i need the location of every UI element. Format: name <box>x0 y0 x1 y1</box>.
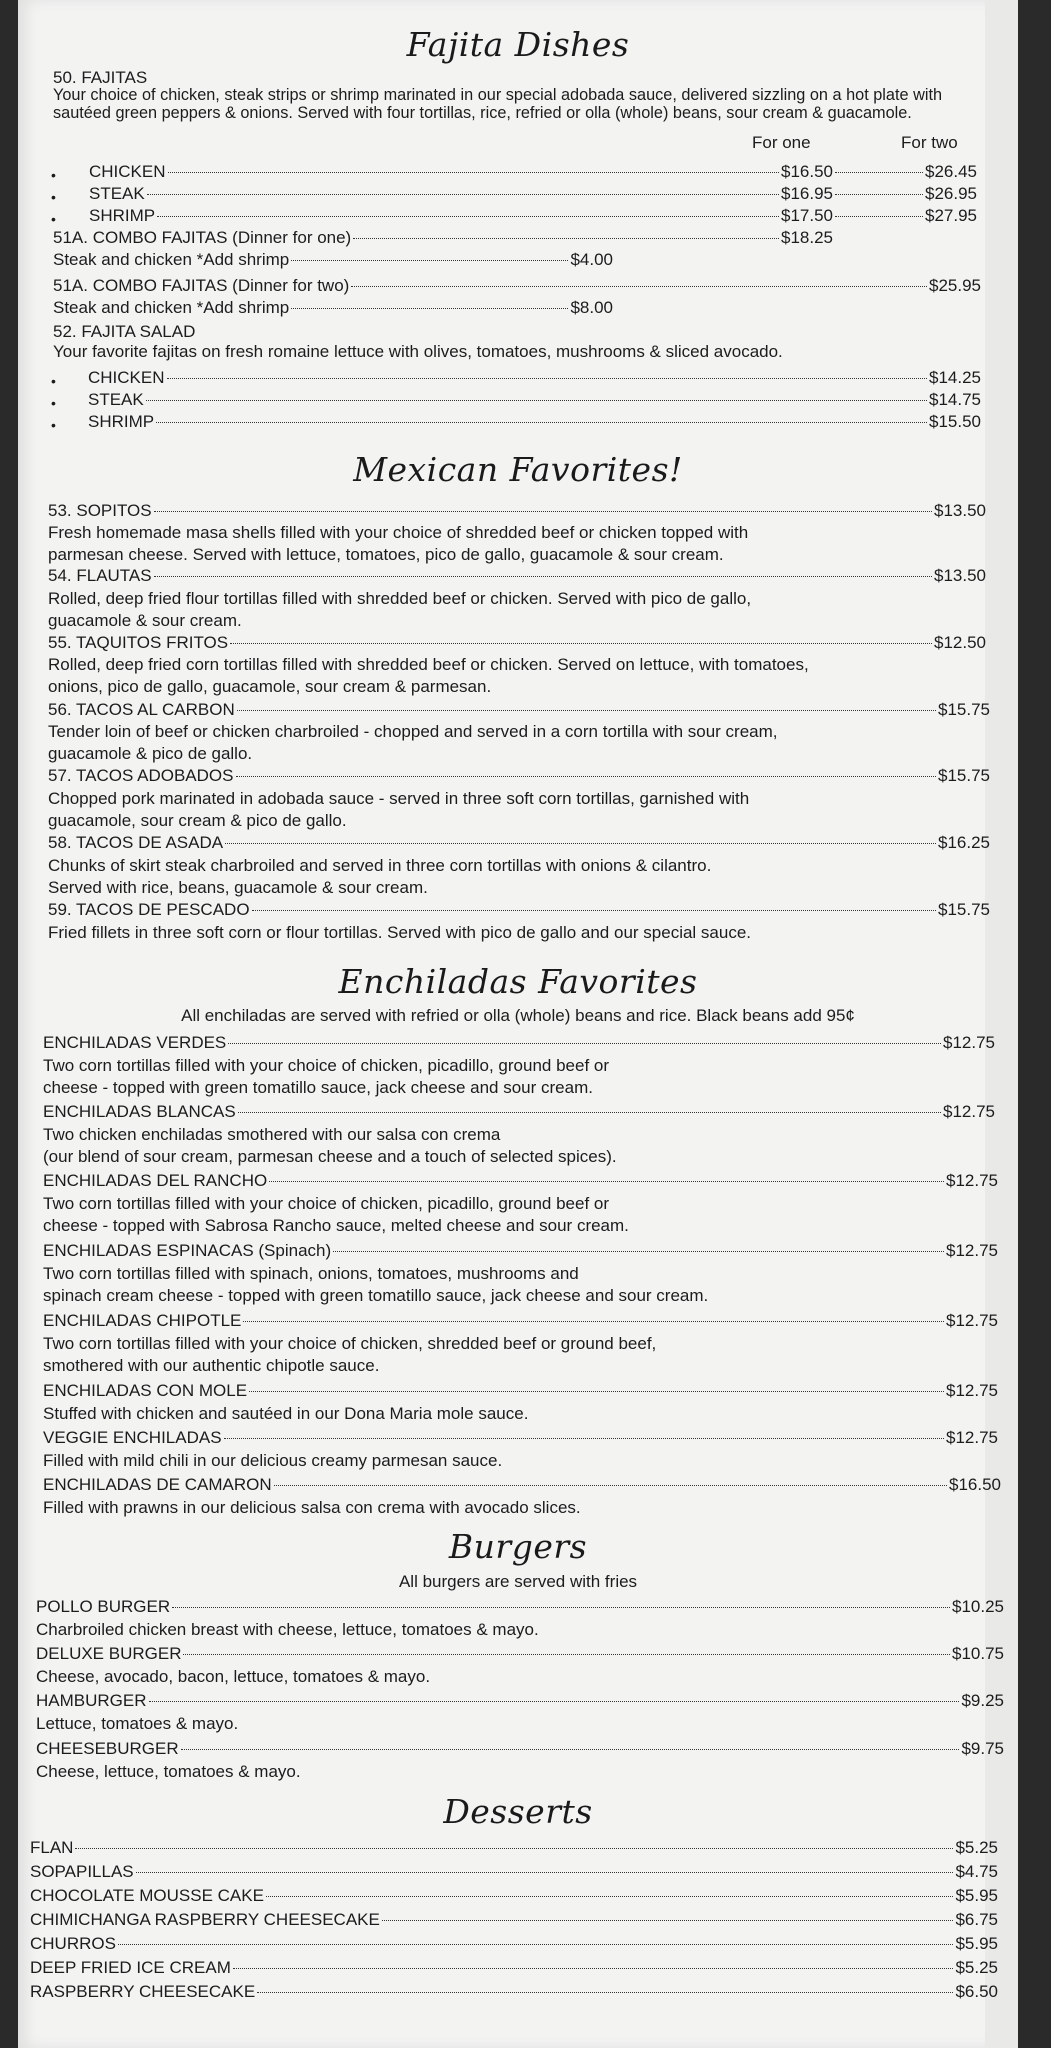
dessert-item <box>30 1886 998 1908</box>
menu-item <box>43 1241 998 1263</box>
item-name: ENCHILADAS ESPINACAS (Spinach) <box>43 1241 332 1260</box>
menu-page <box>18 0 1018 2048</box>
item-price: $12.75 <box>946 1428 998 1447</box>
fajitas-desc-1: Your choice of chicken, steak strips or shrimp marinated in our special adobada sauce, delivered sizzling on a hot plate with <box>53 86 943 104</box>
menu-item <box>48 566 986 588</box>
dot-leader <box>266 1896 954 1897</box>
dessert-item <box>30 1934 998 1956</box>
item-name: CHIMICHANGA RASPBERRY CHEESECAKE <box>30 1910 380 1929</box>
item-desc: guacamole & pico de gallo. <box>48 744 253 763</box>
combo-two-add-shrimp <box>53 298 613 320</box>
item-name: 59. TACOS DE PESCADO <box>48 900 250 919</box>
dot-leader <box>835 172 923 173</box>
item-price: $9.25 <box>961 1691 1004 1710</box>
fajitas-option-steak <box>89 184 977 206</box>
salad-option-chicken <box>88 368 981 390</box>
fajita-dishes-title: Fajita Dishes <box>406 25 630 64</box>
item-name: CHEESEBURGER <box>36 1739 179 1758</box>
item-name: ENCHILADAS CON MOLE <box>43 1381 248 1400</box>
item-price: $12.50 <box>934 633 986 652</box>
item-desc: parmesan cheese. Served with lettuce, tomatoes, pico de gallo, guacamole & sour cream. <box>48 545 724 564</box>
menu-item <box>48 833 990 855</box>
option-name: STEAK <box>88 390 144 409</box>
item-price: $12.75 <box>943 1102 995 1121</box>
item-price: $18.25 <box>781 228 833 247</box>
bullet: • <box>51 211 56 227</box>
item-price: $15.75 <box>938 900 990 919</box>
item-desc: Chunks of skirt steak charbroiled and served in three corn tortillas with onions & cilantro. <box>48 856 712 875</box>
dot-leader <box>154 511 932 512</box>
item-price: $12.75 <box>946 1241 998 1260</box>
dot-leader <box>252 910 936 911</box>
dot-leader <box>291 260 568 261</box>
menu-item <box>43 1102 995 1124</box>
fajita-salad-name: 52. FAJITA SALAD <box>53 322 196 341</box>
dot-leader <box>237 710 936 711</box>
fajita-salad-desc: Your favorite fajitas on fresh romaine lettuce with olives, tomatoes, mushrooms & sliced avocado. <box>53 342 783 361</box>
dot-leader <box>382 1920 954 1921</box>
item-name: HAMBURGER <box>36 1691 147 1710</box>
desserts-title: Desserts <box>443 1792 593 1831</box>
item-desc: Two corn tortillas filled with your choice of chicken, shredded beef or ground beef, <box>43 1334 657 1353</box>
item-desc: Two corn tortillas filled with your choice of chicken, picadillo, ground beef or <box>43 1056 610 1075</box>
item-price: $5.95 <box>955 1934 998 1953</box>
option-price: $14.75 <box>929 390 981 409</box>
item-desc: Filled with mild chili in our delicious creamy parmesan sauce. <box>43 1451 503 1470</box>
menu-item <box>43 1171 998 1193</box>
price-for-one: $17.50 <box>781 206 833 225</box>
item-name: SOPAPILLAS <box>30 1862 134 1881</box>
fajitas-name: 50. FAJITAS <box>53 68 148 87</box>
dot-leader <box>257 1992 953 1993</box>
menu-item <box>43 1311 998 1333</box>
price-for-one: $16.50 <box>781 162 833 181</box>
item-desc: Two corn tortillas filled with spinach, onions, tomatoes, mushrooms and <box>43 1264 579 1283</box>
dot-leader <box>274 1485 947 1486</box>
item-price: $5.25 <box>955 1958 998 1977</box>
dot-leader <box>291 308 568 309</box>
item-price: $16.50 <box>949 1475 1001 1494</box>
dot-leader <box>225 843 936 844</box>
bullet: • <box>51 417 56 433</box>
dot-leader <box>154 576 932 577</box>
burgers-note: All burgers are served with fries <box>398 1572 638 1591</box>
option-name: SHRIMP <box>88 412 155 431</box>
item-name: DELUXE BURGER <box>36 1644 182 1663</box>
dot-leader <box>157 216 779 217</box>
menu-item <box>36 1644 1004 1666</box>
burgers-title: Burgers <box>448 1527 588 1566</box>
item-name: 53. SOPITOS <box>48 501 152 520</box>
item-price: $10.25 <box>952 1597 1004 1616</box>
item-name: RASPBERRY CHEESECAKE <box>30 1982 256 2001</box>
dot-leader <box>230 643 932 644</box>
menu-item <box>36 1691 1004 1713</box>
item-desc: Stuffed with chicken and sautéed in our Dona Maria mole sauce. <box>43 1404 529 1423</box>
menu-item <box>43 1428 998 1450</box>
salad-option-steak <box>88 390 981 412</box>
combo-fajitas-two <box>53 276 981 298</box>
menu-item <box>48 900 990 922</box>
dot-leader <box>146 400 927 401</box>
dot-leader <box>228 1043 941 1044</box>
dot-leader <box>353 238 779 239</box>
dot-leader <box>835 194 923 195</box>
item-desc: onions, pico de gallo, guacamole, sour cream & parmesan. <box>48 677 492 696</box>
dessert-item <box>30 1910 998 1932</box>
item-name: 54. FLAUTAS <box>48 566 152 585</box>
dessert-item <box>30 1958 998 1980</box>
add-price: $4.00 <box>570 250 613 269</box>
item-desc: Cheese, lettuce, tomatoes & mayo. <box>36 1762 301 1781</box>
item-price: $25.95 <box>929 276 981 295</box>
dot-leader <box>333 1251 944 1252</box>
item-name: POLLO BURGER <box>36 1597 171 1616</box>
item-desc: cheese - topped with Sabrosa Rancho sauce, melted cheese and sour cream. <box>43 1216 629 1235</box>
add-price: $8.00 <box>570 298 613 317</box>
item-desc: guacamole & sour cream. <box>48 611 242 630</box>
item-desc: cheese - topped with green tomatillo sauce, jack cheese and sour cream. <box>43 1078 593 1097</box>
item-name: CHURROS <box>30 1934 116 1953</box>
item-desc: Cheese, avocado, bacon, lettuce, tomatoes & mayo. <box>36 1667 431 1686</box>
menu-item <box>48 501 986 523</box>
item-name: CHOCOLATE MOUSSE CAKE <box>30 1886 264 1905</box>
item-price: $12.75 <box>946 1381 998 1400</box>
option-name: CHICKEN <box>89 162 166 181</box>
dot-leader <box>118 1944 954 1945</box>
combo-fajitas-one <box>53 228 833 250</box>
item-name: 57. TACOS ADOBADOS <box>48 766 234 785</box>
bullet: • <box>51 167 56 183</box>
dessert-item <box>30 1982 998 2004</box>
item-name: 51A. COMBO FAJITAS (Dinner for one) <box>53 228 352 247</box>
item-price: $6.50 <box>955 1982 998 2001</box>
col-for-two: For two <box>901 133 958 152</box>
item-desc: smothered with our authentic chipotle sauce. <box>43 1356 380 1375</box>
fajitas-option-shrimp <box>89 206 977 228</box>
menu-item <box>48 766 990 788</box>
item-name: VEGGIE ENCHILADAS <box>43 1428 222 1447</box>
add-label: Steak and chicken *Add shrimp <box>53 298 290 317</box>
item-desc: guacamole, sour cream & pico de gallo. <box>48 811 347 830</box>
mexican-favorites-title: Mexican Favorites! <box>353 450 683 489</box>
dessert-item <box>30 1838 998 1860</box>
option-price: $15.50 <box>929 412 981 431</box>
item-price: $13.50 <box>934 501 986 520</box>
item-price: $12.75 <box>943 1033 995 1052</box>
menu-item <box>43 1475 1001 1497</box>
item-desc: Lettuce, tomatoes & mayo. <box>36 1714 239 1733</box>
bullet: • <box>51 373 56 389</box>
bullet: • <box>51 395 56 411</box>
dot-leader <box>233 1968 954 1969</box>
menu-item <box>43 1033 995 1055</box>
item-price: $12.75 <box>946 1311 998 1330</box>
add-label: Steak and chicken *Add shrimp <box>53 250 290 269</box>
dot-leader <box>249 1391 944 1392</box>
item-price: $15.75 <box>938 766 990 785</box>
dot-leader <box>835 216 923 217</box>
menu-item <box>36 1597 1004 1619</box>
enchiladas-favorites-title: Enchiladas Favorites <box>338 962 698 1001</box>
item-price: $9.75 <box>961 1739 1004 1758</box>
item-desc: Rolled, deep fried corn tortillas filled with shredded beef or chicken. Served on lettuce, with tomatoes, <box>48 655 809 674</box>
price-for-two: $26.95 <box>925 184 977 203</box>
dessert-item <box>30 1862 998 1884</box>
enchiladas-note: All enchiladas are served with refried or olla (whole) beans and rice. Black beans add 95¢ <box>181 1006 855 1025</box>
item-desc: (our blend of sour cream, parmesan cheese and a touch of selected spices). <box>43 1147 617 1166</box>
item-name: ENCHILADAS DEL RANCHO <box>43 1171 268 1190</box>
dot-leader <box>136 1872 954 1873</box>
menu-item <box>48 633 986 655</box>
menu-item <box>36 1739 1004 1761</box>
dot-leader <box>147 194 779 195</box>
dot-leader <box>181 1749 960 1750</box>
item-price: $12.75 <box>946 1171 998 1190</box>
item-desc: Fried fillets in three soft corn or flour tortillas. Served with pico de gallo and our special sauce. <box>48 923 752 942</box>
item-price: $15.75 <box>938 700 990 719</box>
dot-leader <box>351 286 927 287</box>
item-desc: Charbroiled chicken breast with cheese, lettuce, tomatoes & mayo. <box>36 1620 539 1639</box>
item-name: 51A. COMBO FAJITAS (Dinner for two) <box>53 276 350 295</box>
item-price: $5.95 <box>955 1886 998 1905</box>
dot-leader <box>236 776 937 777</box>
item-name: 58. TACOS DE ASADA <box>48 833 224 852</box>
option-price: $14.25 <box>929 368 981 387</box>
dot-leader <box>168 172 779 173</box>
salad-option-shrimp <box>88 412 981 434</box>
item-name: ENCHILADAS DE CAMARON <box>43 1475 272 1494</box>
menu-item <box>48 700 990 722</box>
item-price: $4.75 <box>955 1862 998 1881</box>
dot-leader <box>149 1701 960 1702</box>
dot-leader <box>243 1321 944 1322</box>
item-desc: spinach cream cheese - topped with green tomatillo sauce, jack cheese and sour cream. <box>43 1286 709 1305</box>
dot-leader <box>183 1654 950 1655</box>
dot-leader <box>238 1112 941 1113</box>
item-desc: Two corn tortillas filled with your choice of chicken, picadillo, ground beef or <box>43 1194 610 1213</box>
fajitas-desc-2: sautéed green peppers & onions. Served with four tortillas, rice, refried or olla (whole) beans, sour cream & guacamole. <box>53 104 912 122</box>
item-name: ENCHILADAS BLANCAS <box>43 1102 236 1121</box>
col-for-one: For one <box>752 133 811 152</box>
item-price: $5.25 <box>955 1838 998 1857</box>
item-name: DEEP FRIED ICE CREAM <box>30 1958 231 1977</box>
dot-leader <box>156 422 927 423</box>
dot-leader <box>75 1848 953 1849</box>
item-price: $13.50 <box>934 566 986 585</box>
dot-leader <box>167 378 927 379</box>
item-name: ENCHILADAS VERDES <box>43 1033 227 1052</box>
option-name: CHICKEN <box>88 368 165 387</box>
item-price: $6.75 <box>955 1910 998 1929</box>
menu-item <box>43 1381 998 1403</box>
item-name: 56. TACOS AL CARBON <box>48 700 235 719</box>
option-name: STEAK <box>89 184 145 203</box>
price-for-one: $16.95 <box>781 184 833 203</box>
price-for-two: $27.95 <box>925 206 977 225</box>
item-desc: Rolled, deep fried flour tortillas filled with shredded beef or chicken. Served with pico de gallo, <box>48 589 752 608</box>
item-name: ENCHILADAS CHIPOTLE <box>43 1311 242 1330</box>
combo-one-add-shrimp <box>53 250 613 272</box>
fajitas-option-chicken <box>89 162 977 184</box>
item-name: FLAN <box>30 1838 74 1857</box>
item-desc: Chopped pork marinated in adobada sauce - served in three soft corn tortillas, garnished with <box>48 789 750 808</box>
item-price: $16.25 <box>938 833 990 852</box>
price-for-two: $26.45 <box>925 162 977 181</box>
item-price: $10.75 <box>952 1644 1004 1663</box>
item-desc: Served with rice, beans, guacamole & sour cream. <box>48 878 428 897</box>
item-desc: Tender loin of beef or chicken charbroiled - chopped and served in a corn tortilla with sour cream, <box>48 722 778 741</box>
item-name: 55. TAQUITOS FRITOS <box>48 633 229 652</box>
item-desc: Fresh homemade masa shells filled with your choice of shredded beef or chicken topped with <box>48 523 749 542</box>
dot-leader <box>224 1438 944 1439</box>
dot-leader <box>172 1607 950 1608</box>
dot-leader <box>269 1181 944 1182</box>
option-name: SHRIMP <box>89 206 156 225</box>
item-desc: Two chicken enchiladas smothered with our salsa con crema <box>43 1125 501 1144</box>
bullet: • <box>51 189 56 205</box>
item-desc: Filled with prawns in our delicious salsa con crema with avocado slices. <box>43 1498 581 1517</box>
